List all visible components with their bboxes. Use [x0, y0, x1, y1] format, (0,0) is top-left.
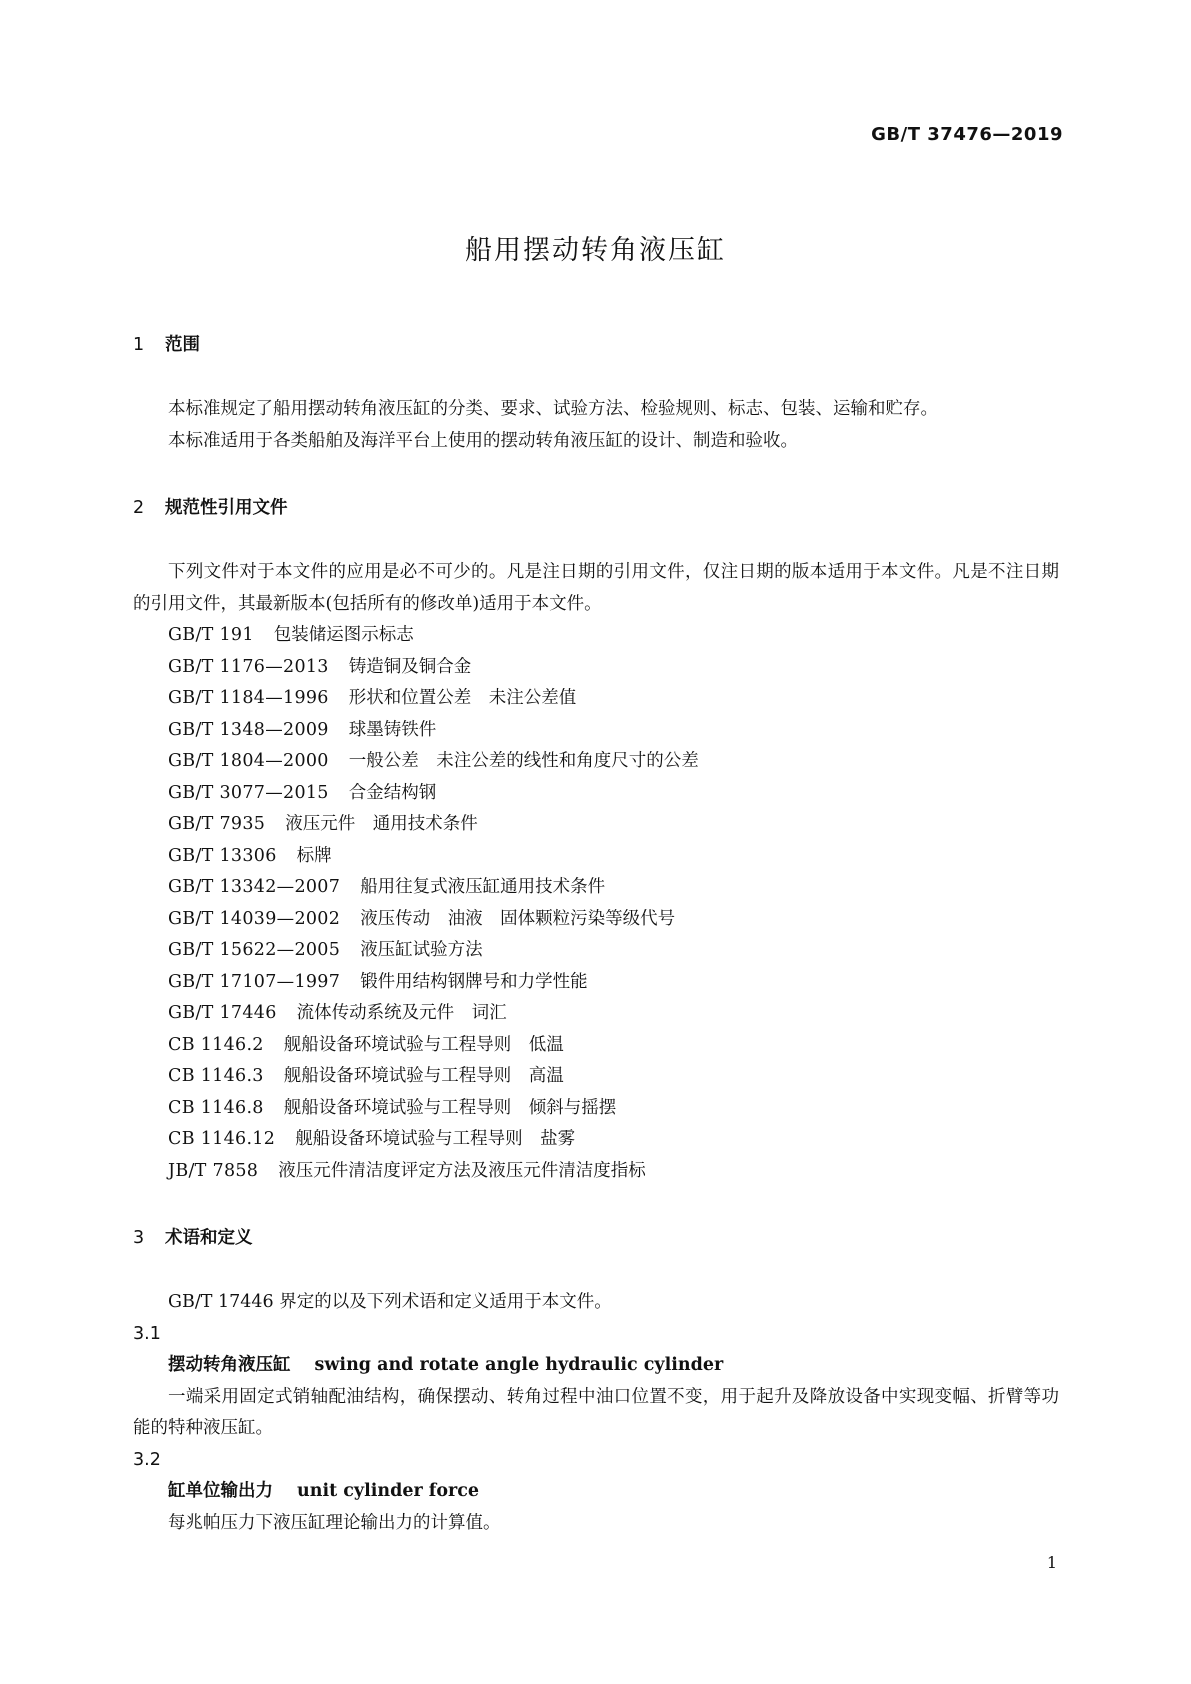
scope-paragraph: 本标准适用于各类船舶及海洋平台上使用的摆动转角液压缸的设计、制造和验收。 — [168, 430, 798, 451]
reference-title: 液压传动 油液 固体颗粒污染等级代号 — [360, 908, 676, 929]
reference-code: GB/T 17107—1997 — [168, 971, 341, 992]
reference-code: GB/T 14039—2002 — [168, 908, 341, 929]
section-number: 3 — [133, 1228, 145, 1248]
reference-title: 舰船设备环境试验与工程导则 倾斜与摇摆 — [283, 1097, 617, 1118]
term-number: 3.2 — [133, 1449, 161, 1470]
term-definition: 每兆帕压力下液压缸理论输出力的计算值。 — [168, 1512, 501, 1533]
scope-paragraph: 本标准规定了船用摆动转角液压缸的分类、要求、试验方法、检验规则、标志、包装、运输和贮存。 — [168, 399, 938, 419]
document-body — [133, 330, 1059, 1539]
section-title: 术语和定义 — [165, 1228, 253, 1248]
reference-code: GB/T 191 — [168, 625, 254, 645]
reference-title: 液压缸试验方法 — [360, 940, 483, 960]
reference-title: 流体传动系统及元件 词汇 — [296, 1003, 507, 1023]
reference-code: GB/T 7935 — [168, 814, 266, 834]
reference-list — [133, 620, 1059, 1187]
standard-number: GB/T 37476—2019 — [871, 124, 1063, 145]
reference-title: 铸造铜及铜合金 — [348, 656, 472, 677]
section-heading-scope — [133, 330, 1059, 360]
term-definition: 一端采用固定式销轴配油结构，确保摆动、转角过程中油口位置不变，用于起升及降放设备中实现变幅、折臂等功能的特种液压缸。 — [133, 1386, 1059, 1438]
reference-item — [133, 778, 1059, 810]
reference-code: GB/T 15622—2005 — [168, 940, 341, 960]
term-en: swing and rotate angle hydraulic cylinder — [314, 1355, 724, 1375]
reference-code: GB/T 1184—1996 — [168, 688, 329, 708]
references-intro: 下列文件对于本文件的应用是必不可少的。凡是注日期的引用文件，仅注日期的版本适用于本文件。凡是不注日期的引用文件，其最新版本(包括所有的修改单)适用于本文件。 — [133, 562, 1059, 614]
term-entry — [133, 1445, 1059, 1540]
reference-code: GB/T 17446 — [168, 1003, 277, 1023]
reference-title: 舰船设备环境试验与工程导则 盐雾 — [295, 1129, 576, 1149]
term-zh: 摆动转角液压缸 — [168, 1355, 291, 1375]
reference-code: GB/T 1348—2009 — [168, 719, 329, 740]
reference-item — [133, 652, 1059, 684]
reference-item — [133, 1030, 1059, 1062]
reference-code: CB 1146.8 — [168, 1097, 264, 1118]
reference-title: 液压元件清洁度评定方法及液压元件清洁度指标 — [278, 1160, 646, 1181]
reference-item — [133, 841, 1059, 873]
reference-item — [133, 1061, 1059, 1093]
reference-title: 舰船设备环境试验与工程导则 低温 — [283, 1034, 564, 1055]
reference-item — [133, 620, 1059, 652]
reference-item — [133, 809, 1059, 841]
term-title — [133, 1476, 1059, 1508]
reference-code: CB 1146.3 — [168, 1066, 264, 1086]
term-en: unit cylinder force — [297, 1481, 480, 1501]
section-heading-references — [133, 493, 1059, 523]
reference-item — [133, 998, 1059, 1030]
reference-code: GB/T 3077—2015 — [168, 782, 329, 803]
reference-title: 形状和位置公差 未注公差值 — [348, 688, 577, 708]
reference-item — [133, 872, 1059, 904]
section-number: 1 — [133, 335, 145, 355]
section-title: 规范性引用文件 — [165, 498, 288, 518]
reference-code: GB/T 13342—2007 — [168, 877, 341, 897]
reference-title: 标牌 — [296, 845, 332, 866]
reference-code: GB/T 1804—2000 — [168, 751, 329, 771]
reference-item — [133, 715, 1059, 747]
reference-item — [133, 1093, 1059, 1125]
section-heading-terms — [133, 1223, 1059, 1253]
reference-title: 一般公差 未注公差的线性和角度尺寸的公差 — [348, 751, 699, 771]
section-title: 范围 — [165, 335, 200, 355]
reference-title: 液压元件 通用技术条件 — [285, 814, 478, 834]
reference-item — [133, 967, 1059, 999]
reference-title: 球墨铸铁件 — [348, 719, 437, 740]
terms-intro: GB/T 17446 界定的以及下列术语和定义适用于本文件。 — [168, 1292, 612, 1312]
document-title: 船用摆动转角液压缸 — [465, 235, 726, 266]
reference-code: CB 1146.12 — [168, 1129, 276, 1149]
reference-code: CB 1146.2 — [168, 1034, 264, 1055]
term-entry — [133, 1319, 1059, 1445]
section-number: 2 — [133, 498, 145, 518]
reference-item — [133, 1156, 1059, 1188]
reference-item — [133, 935, 1059, 967]
reference-code: GB/T 1176—2013 — [168, 656, 329, 677]
reference-title: 合金结构钢 — [348, 782, 437, 803]
term-number: 3.1 — [133, 1323, 161, 1344]
reference-item — [133, 683, 1059, 715]
reference-title: 船用往复式液压缸通用技术条件 — [360, 877, 606, 897]
reference-title: 舰船设备环境试验与工程导则 高温 — [283, 1066, 564, 1086]
reference-item — [133, 746, 1059, 778]
reference-title: 锻件用结构钢牌号和力学性能 — [360, 971, 588, 992]
term-zh: 缸单位输出力 — [168, 1481, 273, 1501]
reference-code: JB/T 7858 — [168, 1160, 259, 1181]
reference-title: 包装储运图示标志 — [273, 625, 414, 645]
term-title — [133, 1350, 1059, 1382]
reference-code: GB/T 13306 — [168, 845, 277, 866]
reference-item — [133, 904, 1059, 936]
reference-item — [133, 1124, 1059, 1156]
page-number: 1 — [1046, 1553, 1057, 1572]
